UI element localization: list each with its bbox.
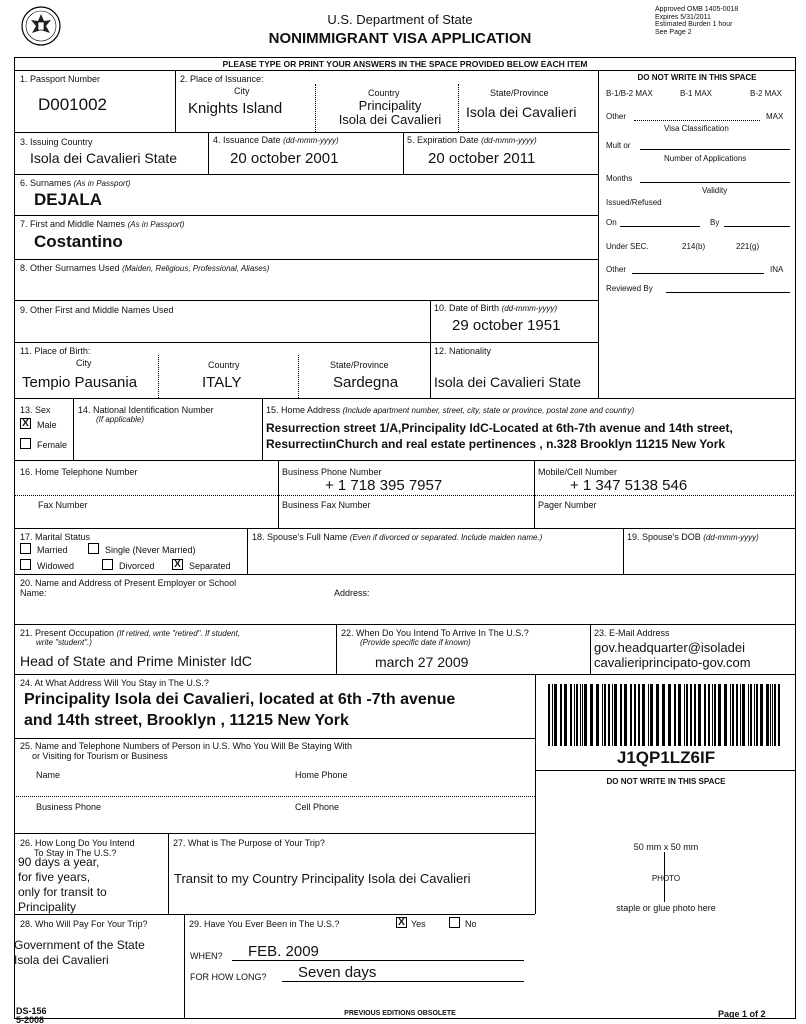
barcode-bar [730,684,731,746]
fax-label: Fax Number [38,500,88,510]
barcode-bar [602,684,603,746]
barcode-bar [712,684,713,746]
rule [298,355,299,398]
barcode-bar [624,684,627,746]
barcode-bar [704,684,706,746]
occupation-hint-2: write "student".) [36,638,92,647]
barcode-bar [748,684,749,746]
fill-line [640,182,790,183]
rule [208,132,209,174]
arrival-value[interactable]: march 27 2009 [375,654,469,670]
dob-label-text: 10. Date of Birth [434,303,500,313]
surnames-hint: (As in Passport) [73,179,131,188]
barcode-text: J1QP1LZ6IF [616,748,716,767]
single-label: Single (Never Married) [105,545,196,555]
barcode-bar [576,684,578,746]
barcode-bar [638,684,640,746]
surnames-label-text: 6. Surnames [20,178,72,188]
stay-length-label: 26. How Long Do You Intend [20,838,135,848]
issuance-date-value[interactable]: 20 october 2001 [230,150,339,167]
barcode-bar [772,684,773,746]
barcode-bar [732,684,734,746]
barcode-bar [742,684,745,746]
214b-label: 214(b) [682,242,706,251]
form-date: 5-2008 [16,1015,45,1024]
barcode-bar [630,684,632,746]
occupation-value[interactable]: Head of State and Prime Minister IdC [20,653,252,669]
barcode-bar [608,684,610,746]
barcode-bar [560,684,562,746]
home-address-hint: (Include apartment number, street, city, state or province, postal zone and country) [342,406,635,415]
rule [14,132,598,133]
editions-note: PREVIOUS EDITIONS OBSOLETE [344,1010,456,1017]
stay-line: Principality [18,900,77,914]
birth-city-value[interactable]: Tempio Pausania [22,374,138,391]
married-label: Married [37,545,68,555]
previous-visit-no-checkbox[interactable] [449,917,460,928]
other-label-2: Other [606,265,627,274]
instructions-bar: PLEASE TYPE OR PRINT YOUR ANSWERS IN THE SPACE PROVIDED BELOW EACH ITEM [222,59,588,69]
rule [14,574,796,575]
us-address-line1[interactable]: Principality Isola dei Cavalieri, located at 6th -7th avenue [24,691,456,708]
spouse-name-hint: (Even if divorced or separated. Include maiden name.) [349,533,543,542]
phone-divider [14,495,796,496]
issued-refused-label: Issued/Refused [606,198,662,207]
expiration-date-hint: (dd-mmm-yyyy) [481,136,537,145]
photo-instruction: staple or glue photo here [616,903,716,913]
ina-label: INA [770,265,784,274]
b1b2-max-label: B-1/B-2 MAX [606,89,653,98]
rule [158,355,159,398]
previous-visit-no-label: No [465,919,477,929]
how-long-value[interactable]: Seven days [298,964,377,981]
divorced-label: Divorced [119,561,155,571]
barcode-bar [604,684,606,746]
barcode-bar [570,684,572,746]
other-first-names-label: 9. Other First and Middle Names Used [20,305,174,315]
passport-number-label: 1. Passport Number [20,74,101,84]
rule [14,674,796,675]
barcode [546,684,784,746]
barcode-bar [718,684,721,746]
first-names-label [20,219,184,230]
form-id: DS-156 [16,1006,47,1016]
barcode-bar [674,684,676,746]
barcode-bar [690,684,692,746]
sex-male-label: Male [37,420,57,430]
reviewed-by-label: Reviewed By [606,284,653,293]
home-address-line1[interactable]: Resurrection street 1/A,Principality IdC-Located at 6th-7th avenue and 14th street, [266,421,733,435]
issuing-country-label: 3. Issuing Country [20,137,93,147]
spouse-dob-hint: (dd-mmm-yyyy) [703,533,759,542]
birth-state-label: State/Province [330,360,389,370]
page-number: Page 1 of 2 [718,1009,766,1019]
rule [458,84,459,132]
rule [336,624,337,674]
us-address-label: 24. At What Address Will You Stay in The U.S.? [20,678,209,688]
barcode-bar [656,684,659,746]
barcode-bar [580,684,581,746]
single-checkbox[interactable] [88,543,99,554]
issuance-country-value[interactable]: Principality Isola dei Cavalieri [338,98,442,127]
photo-area-title: DO NOT WRITE IN THIS SPACE [606,777,726,786]
barcode-bar [552,684,553,746]
sex-male-checkbox[interactable]: X [20,418,31,429]
passport-number-value[interactable]: D001002 [38,95,108,114]
nationality-value[interactable]: Isola dei Cavalieri State [434,374,582,390]
national-id-label: 14. National Identification Number [78,405,214,415]
rule [598,70,599,398]
number-of-applications-label: Number of Applications [664,154,747,163]
home-phone-label: 16. Home Telephone Number [20,467,138,477]
validity-label: Validity [702,186,728,195]
rule [14,738,535,739]
barcode-bar [662,684,665,746]
previous-visit-yes-label: Yes [411,919,426,929]
payer-label: 28. Who Will Pay For Your Trip? [20,919,148,929]
rule [535,770,796,771]
issuance-date-label [213,135,339,146]
barcode-bar [620,684,622,746]
previous-visit-yes-checkbox[interactable]: X [396,917,407,928]
rule [184,914,185,1019]
barcode-bar [750,684,752,746]
visa-classification-label: Visa Classification [664,124,729,133]
b1-max-label: B-1 MAX [680,89,713,98]
barcode-bar [582,684,583,746]
expiration-date-label-text: 5. Expiration Date [407,135,479,145]
marital-status-label: 17. Marital Status [20,532,91,542]
business-phone-label: Business Phone Number [282,467,382,477]
barcode-bar [634,684,636,746]
stay-length-label-2: To Stay in The U.S.? [34,848,117,858]
rule [623,528,624,574]
rule [430,300,431,342]
omb-line: See Page 2 [655,28,692,36]
widowed-checkbox[interactable] [20,559,31,570]
issuance-state-label: State/Province [490,88,549,98]
rule [14,624,796,625]
email-line1[interactable]: gov.headquarter@isoladei [594,640,745,655]
employer-address-label: Address: [334,588,370,598]
fill-line [282,981,524,982]
widowed-label: Widowed [37,561,75,571]
rule [14,70,796,71]
office-use-title: DO NOT WRITE IN THIS SPACE [637,73,757,82]
barcode-bar [614,684,617,746]
purpose-value[interactable]: Transit to my Country Principality Isola dei Cavalieri [174,871,471,886]
barcode-bar [590,684,593,746]
on-label: On [606,218,617,227]
us-contact-label: 25. Name and Telephone Numbers of Person in U.S. Who You Will Be Staying With [20,741,353,751]
us-contact-label-2: or Visiting for Tourism or Business [32,751,168,761]
barcode-bar [740,684,741,746]
months-label: Months [606,174,633,183]
fill-line [620,226,700,227]
dob-hint: (dd-mmm-yyyy) [501,304,558,313]
business-fax-label: Business Fax Number [282,500,371,510]
contact-home-phone-label: Home Phone [295,770,348,780]
nationality-label: 12. Nationality [434,346,492,356]
barcode-bar [548,684,550,746]
barcode-bar [708,684,710,746]
arrival-hint: (Provide specific date if known) [360,638,471,647]
mobile-phone-label: Mobile/Cell Number [538,467,618,477]
fill-line [632,273,764,274]
barcode-bar [564,684,567,746]
barcode-bar [584,684,587,746]
issuance-date-hint: (dd-mmm-yyyy) [283,136,339,145]
spouse-dob-label-text: 19. Spouse's DOB [627,532,701,542]
contact-divider [14,796,535,797]
rule [14,215,598,216]
first-names-value[interactable]: Costantino [34,232,123,251]
when-value[interactable]: FEB. 2009 [248,943,319,960]
barcode-bar [612,684,613,746]
issuance-city-value[interactable]: Knights Island [188,100,283,117]
barcode-bar [770,684,771,746]
barcode-bar [574,684,575,746]
how-long-label: FOR HOW LONG? [190,972,267,982]
issuance-city-label: City [234,86,250,96]
sex-label: 13. Sex [20,405,51,415]
spouse-name-label [252,532,542,543]
barcode-bar [642,684,645,746]
rule [14,174,598,175]
place-of-issuance-label: 2. Place of Issuance: [180,74,264,84]
fill-line [634,120,760,121]
barcode-bar [774,684,776,746]
surnames-label [20,178,130,189]
barcode-bar [714,684,716,746]
rule [14,460,796,461]
other-surnames-label [20,263,269,274]
stay-line: only for transit to [18,885,107,899]
email-label: 23. E-Mail Address [594,628,670,638]
stay-line: 90 days a year, [18,855,100,869]
barcode-bar [736,684,738,746]
form-title: NONIMMIGRANT VISA APPLICATION [268,30,532,47]
rule [247,528,248,574]
payer-line2[interactable]: Isola dei Cavalieri [14,953,109,967]
omb-line: Estimated Burden 1 hour [655,21,733,28]
stay-line: for five years, [18,870,91,884]
purpose-label: 27. What is The Purpose of Your Trip? [173,838,325,848]
barcode-bar [650,684,653,746]
barcode-bar [766,684,769,746]
max-label: MAX [766,112,784,121]
previous-visit-label: 29. Have You Ever Been in The U.S.? [189,919,340,929]
first-names-label-text: 7. First and Middle Names [20,219,126,229]
divorced-checkbox[interactable] [102,559,113,570]
issuance-state-value[interactable]: Isola dei Cavalieri [466,104,577,120]
birth-state-value[interactable]: Sardegna [333,374,399,391]
separated-label: Separated [189,561,231,571]
rule [315,84,316,132]
barcode-bar [596,684,599,746]
rule [14,300,598,301]
barcode-bar [648,684,649,746]
employer-label: 20. Name and Address of Present Employer or School [20,578,237,588]
barcode-bar [754,684,755,746]
birth-country-value[interactable]: ITALY [202,374,242,391]
when-label: WHEN? [190,951,223,961]
rule [14,342,598,343]
omb-line: Approved OMB 1405-0018 [655,6,739,13]
barcode-bar [760,684,763,746]
home-address-label-text: 15. Home Address [266,405,341,415]
barcode-bar [684,684,685,746]
photo-size: 50 mm x 50 mm [633,842,699,852]
rule [14,833,535,834]
dob-label [434,303,557,314]
fill-line [232,960,524,961]
contact-business-phone-label: Business Phone [36,802,102,812]
separated-checkbox[interactable]: X [172,559,183,570]
barcode-bar [694,684,696,746]
rule [278,460,279,528]
sex-female-checkbox[interactable] [20,438,31,449]
fill-line [724,226,790,227]
barcode-bar [756,684,758,746]
rule [14,528,796,529]
omb-line: Expires 5/31/2011 [655,13,711,21]
state-department-seal [20,5,62,47]
payer-line1[interactable]: Government of the State [14,938,145,952]
221g-label: 221(g) [736,242,760,251]
expiration-date-value[interactable]: 20 october 2011 [428,150,536,167]
other-label: Other [606,112,627,121]
married-checkbox[interactable] [20,543,31,554]
rule [403,132,404,174]
issuance-date-label-text: 4. Issuance Date [213,135,281,145]
barcode-bar [686,684,688,746]
barcode-bar [778,684,780,746]
fill-line [666,292,790,293]
surnames-value[interactable]: DEJALA [34,190,103,209]
contact-cell-phone-label: Cell Phone [295,802,340,812]
birth-city-label: City [76,358,92,368]
rule [175,70,176,132]
mult-or-label: Mult or [606,141,631,150]
spouse-dob-label [627,532,759,543]
by-label: By [710,218,720,227]
barcode-bar [724,684,727,746]
rule [168,833,169,914]
first-names-hint: (As in Passport) [127,220,185,229]
under-sec-label: Under SEC. [606,242,649,251]
birth-country-label: Country [208,360,240,370]
agency-name: U.S. Department of State [327,12,473,27]
pager-label: Pager Number [538,500,597,510]
rule [73,398,74,460]
spouse-name-label-text: 18. Spouse's Full Name [252,532,348,542]
rule [430,342,431,398]
sex-female-label: Female [37,440,68,450]
us-address-line2[interactable]: and 14th street, Brooklyn , 11215 New York [24,712,349,729]
rule [14,259,598,260]
mobile-phone-value[interactable]: + 1 347 5138 546 [570,477,688,494]
email-line2[interactable]: cavalieriprincipato-gov.com [594,655,751,670]
rule [262,398,263,460]
arrival-label: 22. When Do You Intend To Arrive In The U.S.? [341,628,529,638]
occupation-hint: (If retired, write "retired". If student, [116,629,241,638]
rule [590,624,591,674]
omb-block [655,6,738,36]
business-phone-value[interactable]: + 1 718 395 7957 [325,477,443,494]
expiration-date-label [407,135,537,146]
issuance-country-label: Country [368,88,400,98]
issuing-country-value[interactable]: Isola dei Cavalieri State [30,150,178,166]
dob-value[interactable]: 29 october 1951 [452,317,561,334]
photo-label: PHOTO [651,874,681,883]
barcode-bar [678,684,681,746]
rule [534,460,535,528]
barcode-bar [554,684,557,746]
barcode-bar [668,684,671,746]
fill-line [640,149,790,150]
other-surnames-label-text: 8. Other Surnames Used [20,263,120,273]
national-id-hint: (If applicable) [96,415,145,424]
stay-length-value[interactable] [18,855,107,915]
home-address-label [266,405,634,416]
b2-max-label: B-2 MAX [750,89,783,98]
other-surnames-hint: (Maiden, Religious, Professional, Aliases) [122,264,270,273]
rule [14,398,796,399]
home-address-line2[interactable]: ResurrectiınChurch and real estate pertinences , n.328 Brooklyn 11215 New York [266,437,726,451]
barcode-bar [698,684,701,746]
birth-place-label: 11. Place of Birth: [20,346,91,356]
occupation-label-text: 21. Present Occupation [20,628,115,638]
contact-name-label: Name [36,770,61,780]
employer-name-label: Name: [20,588,47,598]
rule [14,914,535,915]
